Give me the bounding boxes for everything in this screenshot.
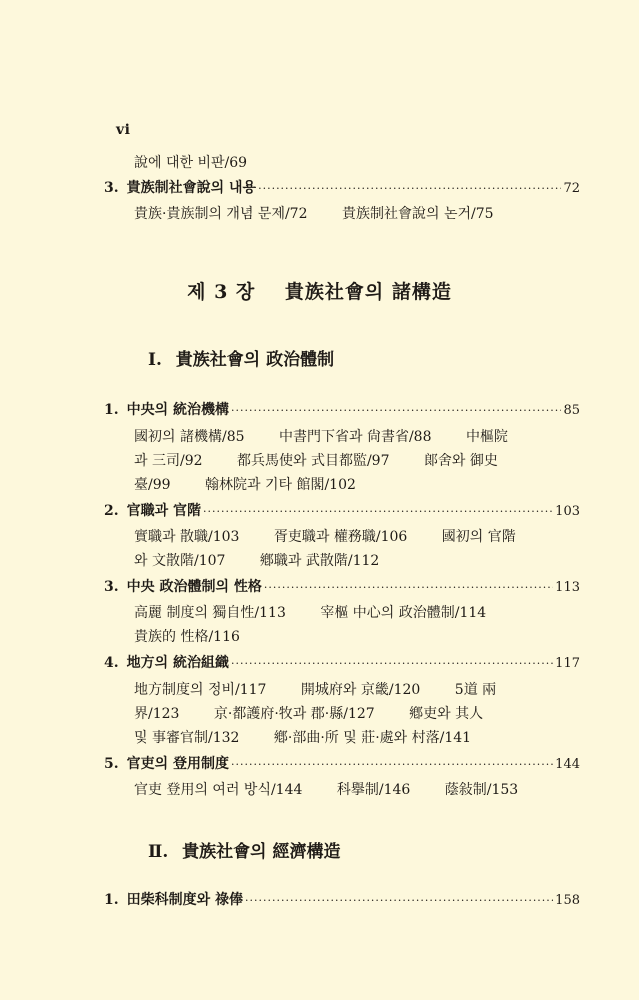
toc-entry bbox=[104, 578, 580, 597]
subitem-line bbox=[134, 705, 483, 723]
chapter-label: 제 3 장 bbox=[187, 281, 256, 303]
entry-page: 158 bbox=[555, 893, 580, 908]
toc-entry bbox=[104, 891, 580, 910]
entry-title: 田柴科制度와 祿俸 bbox=[126, 892, 244, 908]
subitem: 貴族的 性格/116 bbox=[134, 629, 240, 645]
toc-entry bbox=[104, 755, 580, 774]
subitem-line bbox=[134, 628, 240, 646]
entry-title: 貴族制社會說의 내용 bbox=[126, 180, 257, 196]
subitem-line bbox=[134, 528, 516, 546]
subitem: 科擧制/146 bbox=[336, 782, 411, 798]
subitem-line bbox=[134, 476, 356, 494]
subitem: 鄕職과 武散階/112 bbox=[259, 553, 380, 569]
continuation-line bbox=[134, 154, 247, 172]
subitem: 胥吏職과 權務職/106 bbox=[273, 529, 408, 545]
entry-title: 官職과 官階 bbox=[126, 503, 202, 519]
section-title: 貴族社會의 經濟構造 bbox=[182, 842, 341, 862]
entry-number: 5. bbox=[104, 756, 119, 772]
subitem: 京·都護府·牧과 郡·縣/127 bbox=[213, 706, 375, 722]
subitem: 宰樞 中心의 政治體制/114 bbox=[320, 605, 487, 621]
dot-leader bbox=[231, 756, 553, 774]
subitem: 國初의 諸機構/85 bbox=[134, 429, 245, 445]
section-number: Ⅱ. bbox=[148, 842, 169, 862]
subitem-line bbox=[134, 781, 518, 799]
subitem: 說에 대한 비판/69 bbox=[134, 155, 248, 171]
dot-leader bbox=[264, 579, 553, 597]
subitem: 貴族·貴族制의 개념 문제/72 bbox=[134, 206, 308, 222]
dot-leader bbox=[245, 892, 553, 910]
subitem: 界/123 bbox=[134, 706, 180, 722]
subitem: 都兵馬使와 式目都監/97 bbox=[236, 453, 390, 469]
chapter-heading bbox=[0, 277, 639, 304]
entry-title: 官吏의 登用制度 bbox=[126, 756, 230, 772]
subitem: 蔭敍制/153 bbox=[444, 782, 519, 798]
entry-number: 4. bbox=[104, 655, 119, 671]
subitem: 國初의 官階 bbox=[441, 529, 516, 545]
toc-entry-3 bbox=[104, 179, 580, 198]
entry-number: 3. bbox=[104, 579, 119, 595]
subitem-line bbox=[134, 205, 494, 223]
subitem: 및 事審官制/132 bbox=[134, 730, 240, 746]
subitem: 中樞院 bbox=[465, 429, 508, 445]
subitem: 地方制度의 정비/117 bbox=[134, 682, 267, 698]
entry-title: 地方의 統治組織 bbox=[126, 655, 230, 671]
subitem-line bbox=[134, 681, 496, 699]
section-title: 貴族社會의 政治體制 bbox=[175, 350, 335, 370]
chapter-title: 貴族社會의 諸構造 bbox=[284, 281, 452, 303]
page-number: vi bbox=[116, 122, 131, 138]
entry-page: 144 bbox=[555, 757, 580, 772]
subitem-line bbox=[134, 452, 498, 470]
subitem-line bbox=[134, 552, 379, 570]
dot-leader bbox=[231, 655, 553, 673]
dot-leader bbox=[231, 402, 561, 420]
entry-title: 中央의 統治機構 bbox=[126, 402, 230, 418]
entry-number: 1. bbox=[104, 402, 119, 418]
subitem: 鄕·部曲·所 및 莊·處와 村落/141 bbox=[273, 730, 472, 746]
entry-page: 72 bbox=[563, 181, 580, 196]
entry-number: 1. bbox=[104, 892, 119, 908]
section-heading-2 bbox=[148, 837, 341, 862]
subitem: 官吏 登用의 여러 방식/144 bbox=[134, 782, 303, 798]
section-heading-1 bbox=[148, 345, 334, 370]
entry-number: 3. bbox=[104, 180, 119, 196]
section-number: Ⅰ. bbox=[148, 350, 162, 370]
entry-page: 85 bbox=[563, 403, 580, 418]
subitem: 翰林院과 기타 館閣/102 bbox=[204, 477, 356, 493]
subitem-line bbox=[134, 729, 471, 747]
subitem: 郞舍와 御史 bbox=[423, 453, 498, 469]
toc-entry bbox=[104, 502, 580, 521]
entry-number: 2. bbox=[104, 503, 119, 519]
subitem: 鄕吏와 其人 bbox=[409, 706, 484, 722]
subitem: 貴族制社會說의 논거/75 bbox=[341, 206, 494, 222]
subitem: 高麗 制度의 獨自性/113 bbox=[134, 605, 286, 621]
entry-page: 113 bbox=[555, 580, 580, 595]
subitem: 臺/99 bbox=[134, 477, 171, 493]
dot-leader bbox=[203, 503, 553, 521]
subitem: 5道 兩 bbox=[454, 682, 497, 698]
toc-entry bbox=[104, 654, 580, 673]
dot-leader bbox=[258, 180, 561, 198]
subitem: 와 文散階/107 bbox=[134, 553, 226, 569]
entry-title: 中央 政治體制의 性格 bbox=[126, 579, 262, 595]
subitem-line bbox=[134, 428, 508, 446]
subitem-line bbox=[134, 604, 486, 622]
subitem: 實職과 散職/103 bbox=[134, 529, 240, 545]
entry-page: 117 bbox=[555, 656, 580, 671]
subitem: 中書門下省과 尙書省/88 bbox=[278, 429, 432, 445]
subitem: 과 三司/92 bbox=[134, 453, 203, 469]
entry-page: 103 bbox=[555, 504, 580, 519]
subitem: 開城府와 京畿/120 bbox=[300, 682, 421, 698]
toc-entry bbox=[104, 401, 580, 420]
